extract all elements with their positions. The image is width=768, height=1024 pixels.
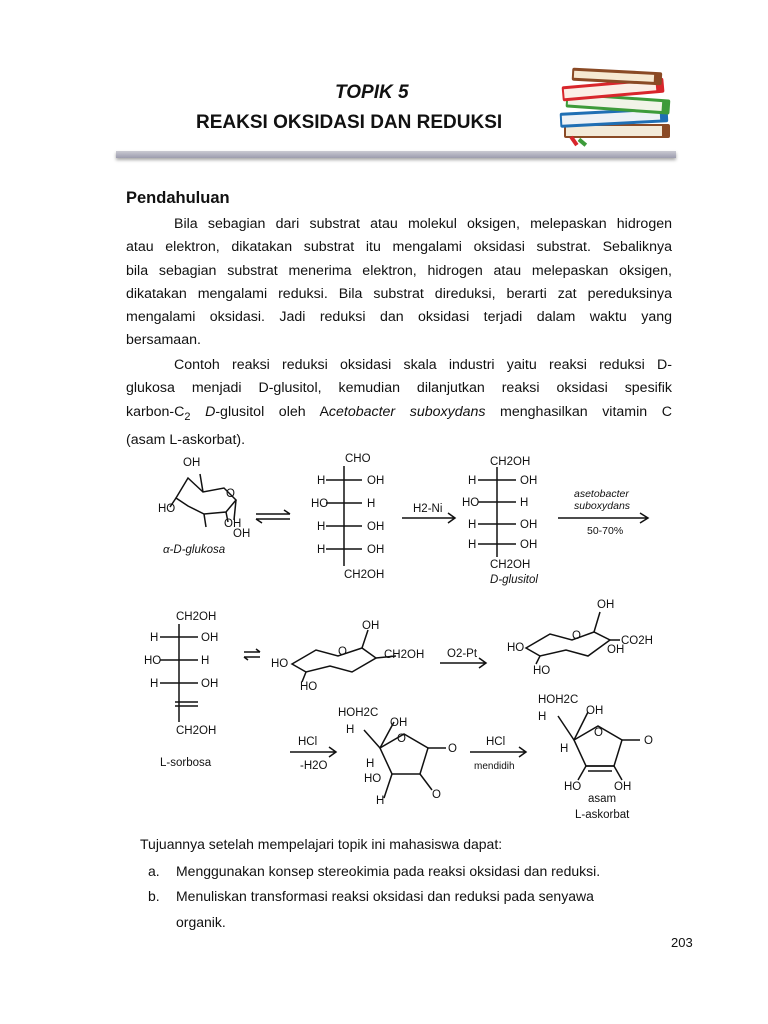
section-heading: Pendahuluan [126, 189, 230, 207]
list-item: Menuliskan transformasi reaksi oksidasi dan reduksi pada senyawa [176, 888, 594, 904]
atom-label: H [560, 743, 569, 755]
atom-label: H [150, 678, 159, 690]
atom-label: HO [507, 642, 525, 654]
yield-label: 50-70% [587, 525, 624, 537]
atom-label: OH [233, 528, 251, 540]
reagent-label: -H2O [300, 760, 328, 772]
atom-label: OH [520, 519, 538, 531]
list-item: organik. [176, 914, 226, 930]
atom-label: H [520, 497, 529, 509]
chapter-title: REAKSI OKSIDASI DAN REDUKSI [196, 112, 503, 133]
atom-label: OH [614, 781, 632, 793]
atom-label: H [376, 795, 385, 807]
list-marker: a. [148, 863, 160, 879]
atom-label: H [468, 539, 477, 551]
atom-label: H [317, 475, 326, 487]
atom-label: H [346, 724, 355, 736]
list-item: Menggunakan konsep stereokimia pada reaksi oksidasi dan reduksi. [176, 863, 601, 879]
text-line: mengalami oksidasi. Jadi reduksi dan oksidasi terjadi dalam waktu yang [126, 309, 672, 326]
atom-label: OH [390, 717, 408, 729]
atom-label: H [538, 711, 547, 723]
atom-label: HOH2C [538, 694, 579, 706]
atom-label: OH [201, 678, 219, 690]
objectives-intro: Tujuannya setelah mempelajari topik ini mahasiswa dapat: [140, 836, 503, 852]
reagent-label: O2-Pt [447, 648, 478, 660]
atom-label: CO2H [621, 635, 653, 647]
topic-label: TOPIK 5 [335, 82, 409, 103]
atom-label: CHO [345, 453, 371, 465]
atom-label: CH2OH [176, 611, 217, 623]
atom-label: O [226, 488, 235, 500]
text-line: dikatakan mengalami reduksi. Bila substrat direduksi, berarti zat pereduksinya [126, 285, 672, 302]
atom-label: O [448, 743, 457, 755]
atom-label: HO [564, 781, 582, 793]
atom-label: HO [144, 655, 162, 667]
atom-label: HOH2C [338, 707, 379, 719]
text-line: bila sebagian substrat menerima elektron, hidrogen atau melepaskan oksigen, [126, 262, 672, 279]
product-label: asam [588, 793, 617, 805]
enzyme-label: suboxydans [574, 500, 631, 512]
reagent-label: HCl [486, 736, 506, 748]
atom-label: OH [597, 599, 615, 611]
atom-label: O [572, 630, 581, 642]
atom-label: HO [271, 658, 289, 670]
text-line: atau elektron, dikatakan substrat itu mengalami oksidasi substrat. Sebaliknya [126, 239, 672, 256]
list-marker: b. [148, 888, 160, 904]
atom-label: O [397, 733, 406, 745]
atom-label: HO [311, 498, 329, 510]
atom-label: OH [367, 544, 385, 556]
text-line: Bila sebagian dari substrat atau molekul oksigen, melepaskan hidrogen [174, 216, 672, 232]
atom-label: OH [520, 475, 538, 487]
atom-label: O [432, 789, 441, 801]
atom-label: OH [362, 620, 380, 632]
atom-label: CH2OH [176, 725, 217, 737]
atom-label: OH [201, 632, 219, 644]
enzyme-label: asetobacter [574, 488, 629, 500]
atom-label: H [367, 498, 376, 510]
atom-label: HO [300, 681, 318, 693]
reagent-label: H2-Ni [413, 503, 443, 515]
atom-label: CH2OH [490, 559, 531, 571]
atom-label: OH [607, 644, 625, 656]
sorbose-label: L-sorbosa [160, 757, 212, 769]
atom-label: H [468, 519, 477, 531]
atom-label: H [468, 475, 477, 487]
atom-label: HO [364, 773, 382, 785]
atom-label: O [338, 646, 347, 658]
atom-label: H [317, 521, 326, 533]
page-number: 203 [671, 935, 693, 950]
reagent-label: HCl [298, 736, 318, 748]
atom-label: H [150, 632, 159, 644]
atom-label: OH [183, 457, 201, 469]
atom-label: CH2OH [384, 649, 425, 661]
atom-label: OH [367, 521, 385, 533]
atom-label: OH [586, 705, 604, 717]
atom-label: H [201, 655, 210, 667]
text-line: glukosa menjadi D-glusitol, kemudian dilanjutkan reaksi oksidasi spesifik [126, 380, 672, 397]
atom-label: O [644, 735, 653, 747]
atom-label: CH2OH [490, 456, 531, 468]
atom-label: OH [367, 475, 385, 487]
text-line: bersamaan. [126, 332, 201, 349]
atom-label: OH [520, 539, 538, 551]
atom-label: HO [462, 497, 480, 509]
atom-label: O [594, 727, 603, 739]
atom-label: CH2OH [344, 569, 385, 581]
glucose-label: α-D-glukosa [163, 544, 226, 556]
text-line: Contoh reaksi reduksi oksidasi skala industri yaitu reaksi reduksi D- [174, 357, 672, 373]
text-line: karbon-$C_2$ D-glusitol oleh Acetobacter suboxydans menghasilkan vitamin C [126, 403, 672, 423]
atom-label: H [366, 758, 375, 770]
product-label: L-askorbat [575, 809, 630, 821]
text-line: (asam L-askorbat). [126, 431, 246, 448]
atom-label: HO [158, 503, 176, 515]
reagent-label: mendidih [474, 761, 515, 772]
atom-label: HO [533, 665, 551, 677]
glusitol-label: D-glusitol [490, 574, 538, 586]
atom-label: OH [224, 518, 242, 530]
atom-label: H [317, 544, 326, 556]
